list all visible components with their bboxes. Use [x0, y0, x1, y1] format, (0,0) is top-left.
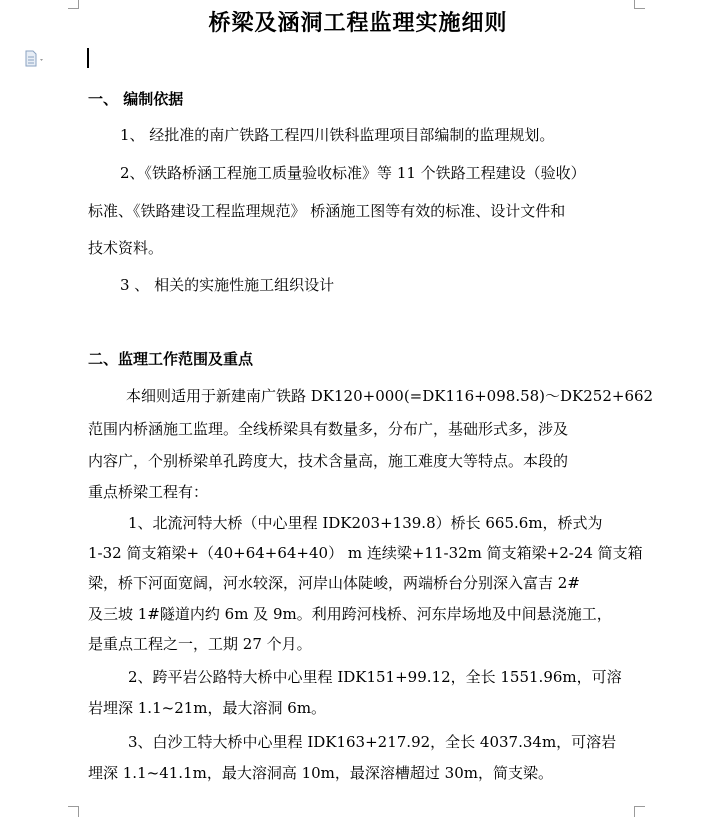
- paragraph-line: 及三坡 1#隧道内约 6m 及 9m。利用跨河栈桥、河东岸场地及中间悬浇施工，: [88, 605, 612, 623]
- paragraph-line: 技术资料。: [88, 239, 164, 257]
- margin-corner-bottom-left: [68, 806, 79, 817]
- paragraph-line: 1、北流河特大桥（中心里程 IDK203+139.8）桥长 665.6m，桥式为: [128, 514, 603, 532]
- paragraph-line: 是重点工程之一，工期 27 个月。: [88, 635, 312, 653]
- paragraph-line: 重点桥梁工程有：: [88, 483, 209, 501]
- paste-options-icon[interactable]: [24, 50, 46, 68]
- paragraph-line: 范围内桥涵施工监理。全线桥梁具有数量多，分布广，基础形式多，涉及: [88, 420, 569, 438]
- paragraph-line: 梁，桥下河面宽阔，河水较深，河岸山体陡峻，两端桥台分别深入富吉 2#: [88, 574, 580, 592]
- paragraph-line: 岩埋深 1.1~21m，最大溶洞 6m。: [88, 699, 327, 717]
- paragraph-line: 2、《铁路桥涵工程施工质量验收标准》等 11 个铁路工程建设（验收）: [120, 164, 586, 182]
- section-heading-2: 二、监理工作范围及重点: [88, 350, 254, 368]
- paragraph-line: 3、白沙工特大桥中心里程 IDK163+217.92，全长 4037.34m，可溶岩: [128, 733, 617, 751]
- paragraph-line: 2、跨平岩公路特大桥中心里程 IDK151+99.12，全长 1551.96m，可溶: [128, 668, 622, 686]
- paragraph-line: 埋深 1.1~41.1m，最大溶洞高 10m，最深溶槽超过 30m，简支梁。: [88, 764, 553, 782]
- text-cursor: [87, 48, 89, 68]
- paragraph-line: 本细则适用于新建南广铁路 DK120+000(=DK116+098.58)～DK252+662: [126, 387, 654, 405]
- document-title: 桥梁及涵洞工程监理实施细则: [208, 10, 508, 36]
- paragraph-line: 内容广，个别桥梁单孔跨度大，技术含量高，施工难度大等特点。本段的: [88, 452, 569, 470]
- section-heading-1: 一、 编制依据: [88, 90, 184, 108]
- paragraph-line: 标准、《铁路建设工程监理规范》 桥涵施工图等有效的标准、设计文件和: [88, 202, 566, 220]
- paragraph-line: 1、 经批准的南广铁路工程四川铁科监理项目部编制的监理规划。: [120, 126, 555, 144]
- margin-corner-bottom-right: [634, 806, 645, 817]
- paragraph-line: 3 、 相关的实施性施工组织设计: [120, 276, 335, 294]
- paragraph-line: 1-32 简支箱梁+（40+64+64+40） m 连续梁+11-32m 简支箱梁+2-24 简支箱: [88, 544, 643, 562]
